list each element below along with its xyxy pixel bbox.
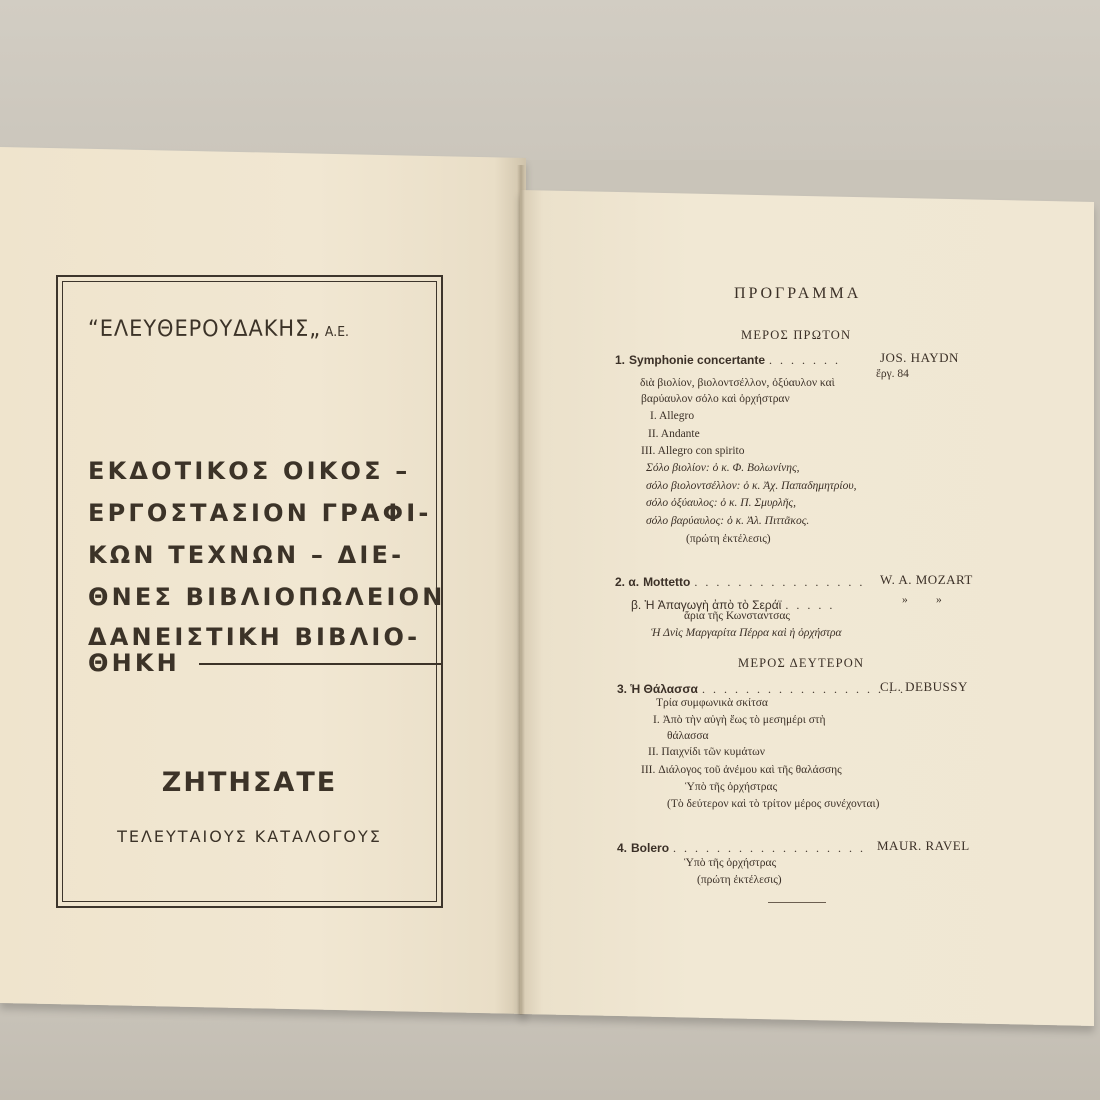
- item-2-aria: ἄρια τῆς Κωνσταντσας: [684, 610, 790, 622]
- ad-line-2: ΕΡΓΟΣΤΑΣΙΟΝ ΓΡΑΦΙ-: [88, 499, 432, 527]
- ditto-mark-1: »: [902, 594, 908, 606]
- item-4-leader: . . . . . . . . . . . . . . . . . .: [673, 841, 866, 855]
- item-1-soloist-1: Σόλο βιολίον: ὁ κ. Φ. Βολωνίνης,: [646, 462, 800, 474]
- item-2-line: [615, 573, 865, 591]
- ad-company-name: [88, 317, 411, 342]
- item-3-movement-2: II. Παιχνίδι τῶν κυμάτων: [648, 746, 765, 758]
- ad-line-3: ΚΩΝ ΤΕΧΝΩΝ – ΔΙΕ-: [88, 541, 405, 569]
- item-3-orchestra: Ὑπὸ τῆς ὀρχήστρας: [685, 781, 778, 793]
- ad-line-4: ΘΝΕΣ ΒΙΒΛΙΟΠΩΛΕΙΟΝ: [88, 583, 446, 611]
- item-3-movement-1b: θάλασσα: [667, 730, 709, 742]
- item-3-number-title: 3. Ἡ Θάλασσα: [617, 682, 698, 696]
- item-1-note: (πρώτη ἐκτέλεσις): [686, 533, 771, 545]
- item-2-performer: Ἡ Δνὶς Μαργαρίτα Πέρρα καὶ ἡ ὀρχήστρα: [651, 627, 842, 639]
- item-1-leader: . . . . . . .: [769, 353, 841, 367]
- ditto-mark-2: »: [936, 594, 942, 606]
- item-3-movement-1a: I. Ἀπὸ τὴν αὐγὴ ἕως τὸ μεσημέρι στὴ: [653, 714, 826, 726]
- book-gutter: [517, 165, 525, 1015]
- item-1-opus: ἔργ. 84: [876, 368, 909, 380]
- item-1-movement-2: II. Andante: [648, 428, 700, 440]
- item-4-title: Bolero: [631, 841, 670, 855]
- programme-title: ΠΡΟΓΡΑΜΜΑ: [734, 285, 862, 302]
- ad-horizontal-rule: [199, 663, 441, 665]
- item-4-number: 4.: [617, 841, 628, 855]
- part-two-heading: ΜΕΡΟΣ ΔΕΥΤΕΡΟΝ: [738, 656, 865, 670]
- item-1-number: 1.: [615, 353, 626, 367]
- item-3-note: (Τὸ δεύτερον καὶ τὸ τρίτον μέρος συνέχονται): [667, 798, 880, 810]
- ad-line-1: ΕΚΔΟΤΙΚΟΣ ΟΙΚΟΣ –: [88, 457, 411, 485]
- item-1-movement-1: I. Allegro: [650, 410, 695, 422]
- ad-line-6: ΘΗΚΗ: [88, 649, 180, 677]
- item-1-soloist-3: σόλο ὀξύαυλος: ὁ κ. Π. Σμυρλῆς,: [646, 497, 796, 509]
- item-1-soloist-2: σόλο βιολοντσέλλον: ὁ κ. Ἀχ. Παπαδημητρίου,: [646, 480, 857, 492]
- item-1-desc-1: διὰ βιολίον, βιολοντσέλλον, ὀξύαυλον καὶ: [640, 377, 835, 389]
- ad-company-text: “ΕΛΕΥΘΕΡΟΥΔΑΚΗΣ„: [88, 317, 322, 342]
- advertisement-frame: [56, 275, 446, 908]
- ad-catalogs-text: ΤΕΛΕΥΤΑΙΟΥΣ ΚΑΤΑΛΟΓΟΥΣ: [117, 827, 382, 846]
- item-1-movement-3: III. Allegro con spirito: [641, 445, 745, 457]
- item-3-composer: CL. DEBUSSY: [880, 679, 968, 694]
- item-1-soloist-4: σόλο βαρύαυλος: ὁ κ. Ἀλ. Πιττᾶκος.: [646, 515, 810, 527]
- background-top: [0, 0, 1100, 160]
- ad-company-suffix: Α.Ε.: [324, 325, 349, 340]
- item-2-sub-b: β. Ἡ Ἀπαγωγὴ ἀπὸ τὸ Σεράϊ: [631, 598, 782, 612]
- item-2-title: Mottetto: [643, 575, 691, 589]
- item-2-sub-b-leader: . . . . .: [785, 598, 835, 612]
- item-4-line: [617, 839, 866, 857]
- item-3-desc: Τρία συμφωνικὰ σκίτσα: [656, 697, 768, 709]
- part-one-heading: ΜΕΡΟΣ ΠΡΩΤΟΝ: [741, 328, 852, 342]
- item-2-number: 2. α.: [615, 575, 640, 589]
- item-3-leader: . . . . . . . . . . . . . . . . . . .: [701, 682, 906, 696]
- end-rule: [768, 902, 826, 903]
- item-4-orchestra: Ὑπὸ τῆς ὀρχήστρας: [684, 857, 777, 869]
- item-1-desc-2: βαρύαυλον σόλο καὶ ὀρχήστραν: [641, 393, 790, 405]
- item-2-composer: W. A. MOZART: [880, 572, 973, 587]
- item-2-leader: . . . . . . . . . . . . . . . .: [694, 575, 865, 589]
- item-3-movement-3: III. Διάλογος τοῦ ἀνέμου καὶ τῆς θαλάσσης: [641, 764, 842, 776]
- item-1-title: Symphonie concertante: [629, 353, 766, 367]
- item-4-note: (πρώτη ἐκτέλεσις): [697, 874, 782, 886]
- ad-request-heading: ΖΗΤΗΣΑΤΕ: [161, 767, 338, 798]
- item-4-composer: MAUR. RAVEL: [877, 838, 970, 853]
- ad-line-5: ΔΑΝΕΙΣΤΙΚΗ ΒΙΒΛΙΟ-: [88, 623, 421, 651]
- item-1-line: [615, 351, 841, 369]
- item-3-line: [617, 680, 905, 698]
- item-1-composer: JOS. HAYDN: [880, 350, 959, 365]
